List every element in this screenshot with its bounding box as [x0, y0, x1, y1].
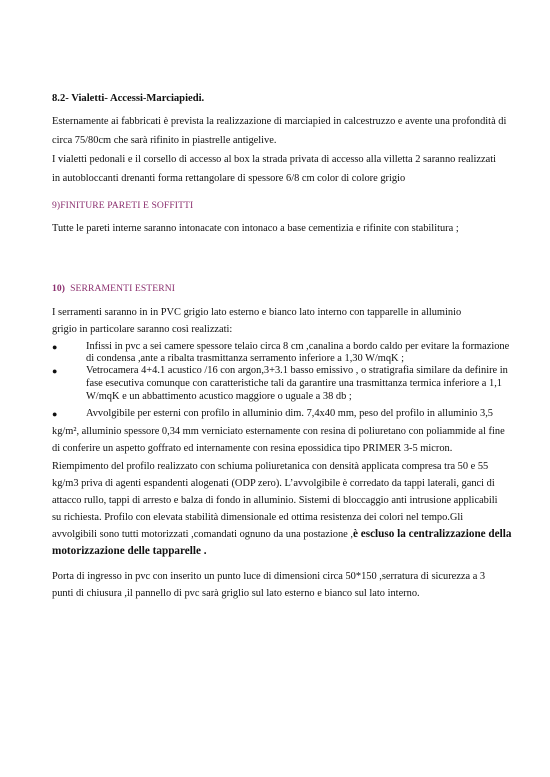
bullet-1-line-2: di condensa ,ante a ribalta trasmittanza serramento inferiore a 1,30 W/mqK ;: [86, 353, 405, 364]
bullet-3-line-1: Avvolgibile per esterni con profilo in alluminio dim. 7,4x40 mm, peso del profilo in alluminio 3,5: [86, 408, 494, 419]
section-82-title: 8.2- Vialetti- Accessi-Marciapiedi.: [52, 93, 205, 104]
section-82-line-4: in autobloccanti drenanti forma rettangolare di spessore 6/8 cm color di colore grigio: [52, 173, 406, 184]
section-10-title-text: SERRAMENTI ESTERNI: [70, 283, 176, 294]
door-line-2: punti di chiusura ,il pannello di pvc sarà griglio sul lato esterno e bianco sul lato interno.: [52, 588, 420, 599]
section-9-text: Tutte le pareti interne saranno intonacate con intonaco a base cementizia e rifinite con stabilitura ;: [52, 223, 459, 234]
bullet-icon: ●: [52, 342, 58, 352]
bullet-icon: ●: [52, 366, 58, 376]
bullet-icon: ●: [52, 409, 58, 419]
motor-line-plain: avvolgibili sono tutti motorizzati ,comandati ognuno da una postazione ,: [52, 529, 353, 540]
section-82-line-3: I vialetti pedonali e il corsello di accesso al box la strada privata di accesso alla villetta 2 saranno realizzati: [52, 154, 497, 165]
bullet-1-line-1: Infissi in pvc a sei camere spessore telaio circa 8 cm ,canalina a bordo caldo per evitare la formazione: [86, 341, 510, 352]
section-10-title: [52, 282, 175, 295]
section-10-number: 10): [52, 283, 66, 294]
door-line-1: Porta di ingresso in pvc con inserito un punto luce di dimensioni circa 50*150 ,serratura di sicurezza a 3: [52, 571, 486, 582]
section-10-text-3: Riempimento del profilo realizzato con schiuma poliuretanica con densità applicata compresa tra 50 e 55: [52, 461, 489, 472]
section-10-motor-line: [52, 528, 511, 541]
section-10-intro-1: I serramenti saranno in in PVC grigio lato esterno e bianco lato interno con tapparelle in alluminio: [52, 307, 462, 318]
bullet-2-line-2: fase esecutiva comunque con caratteristiche tali da garantire una trasmittanza termica inferiore a 1,1: [86, 378, 503, 389]
section-82-line-1: Esternamente ai fabbricati è prevista la realizzazione di marciapied in calcestruzzo e avente una profondità di: [52, 116, 507, 127]
section-10-text-1: kg/m², alluminio spessore 0,34 mm verniciato esternamente con resina di poliuretano con poliammide al fine: [52, 426, 505, 437]
section-10-text-4: kg/m3 priva di agenti espandenti alogenati (ODP zero). L’avvolgibile è corredato da tappi laterali, ganci di: [52, 478, 495, 489]
motor-line-bold: è escluso la centralizzazione della: [352, 528, 512, 540]
section-9-title: 9)FINITURE PARETI E SOFFITTI: [52, 200, 194, 211]
section-10-text-6: su richiesta. Profilo con elevata stabilità dimensionale ed ottima resistenza dei colori nel tempo.Gli: [52, 512, 464, 523]
section-10-intro-2: grigio in particolare saranno così realizzati:: [52, 324, 233, 335]
bullet-2-line-1: Vetrocamera 4+4.1 acustico /16 con argon,3+3.1 basso emissivo , o stratigrafia similare da definire in: [86, 365, 508, 376]
section-10-text-5: attacco rullo, tappi di arresto e balza di fondo in alluminio. Sistemi di bloccaggio anti intrusione applicabili: [52, 495, 498, 506]
section-10-motor-line-2: motorizzazione delle tapparelle .: [52, 545, 207, 557]
bullet-2-line-3: W/mqK e un abbattimento acustico maggiore o uguale a 38 db ;: [86, 391, 352, 402]
section-10-text-2: di conferire un aspetto goffrato ed internamente con resina epossidica tipo PRIMER 3-5 micron.: [52, 443, 453, 454]
section-82-line-2: circa 75/80cm che sarà rifinito in piastrelle antigelive.: [52, 135, 277, 146]
